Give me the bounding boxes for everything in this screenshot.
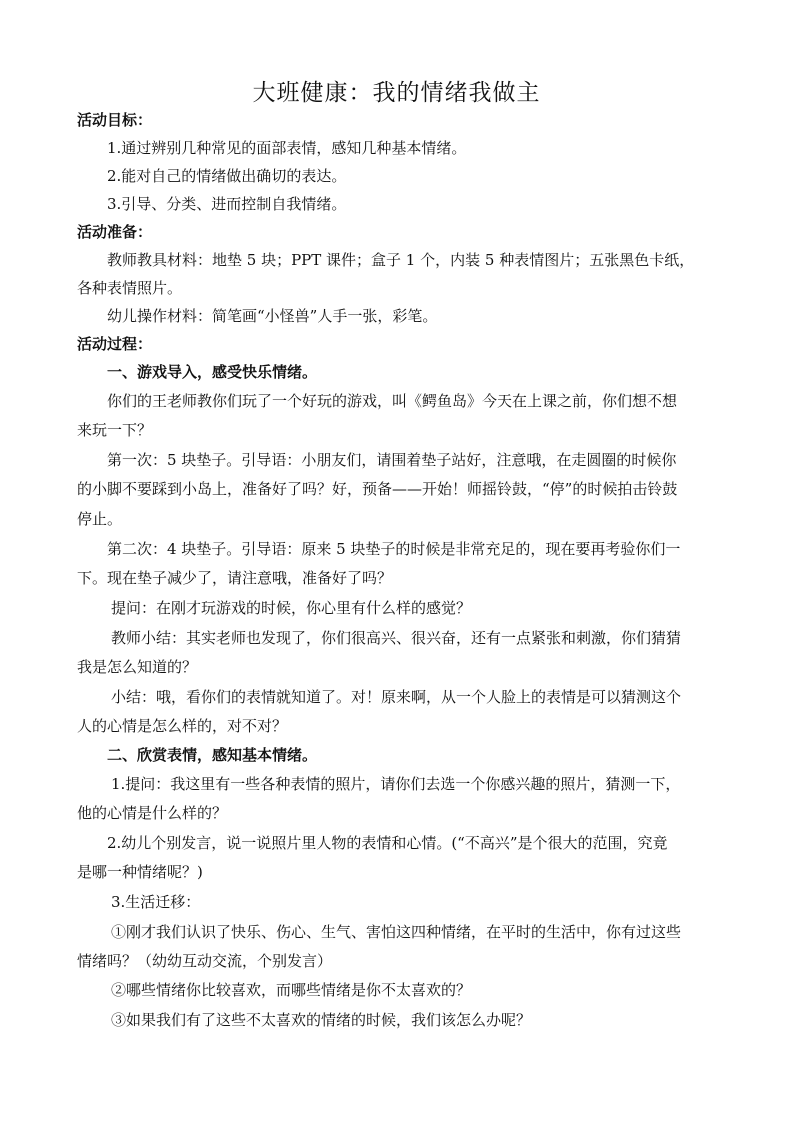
paragraph-line: ①刚才我们认识了快乐、伤心、生气、害怕这四种情绪，在平时的生活中，你有过这些 (111, 923, 682, 941)
paragraph-line: 你们的王老师教你们玩了一个好玩的游戏，叫《鳄鱼岛》今天在上课之前，你们想不想 (107, 392, 678, 410)
paragraph-line: 来玩一下？ (77, 421, 153, 439)
paragraph-line: 下。现在垫子减少了，请注意哦，准备好了吗？ (77, 569, 393, 587)
paragraph-line: 第二次：4 块垫子。引导语：原来 5 块垫子的时候是非常充足的，现在要再考验你们一 (107, 540, 681, 558)
section-1-heading: 一、游戏导入，感受快乐情绪。 (107, 363, 318, 381)
prep-teacher-materials: 教师教具材料：地垫 5 块；PPT 课件；盒子 1 个，内装 5 种表情图片；五张黑色卡纸， (107, 251, 695, 269)
page-title: 大班健康：我的情绪我做主 (252, 80, 541, 106)
paragraph-line: 1.提问：我这里有一些各种表情的照片，请你们去选一个你感兴趣的照片，猜测一下， (111, 775, 681, 793)
goal-item: 2.能对自己的情绪做出确切的表达。 (107, 167, 347, 185)
paragraph-line: 是哪一种情绪呢？) (77, 863, 203, 881)
paragraph-line: 第一次：5 块垫子。引导语：小朋友们，请围着垫子站好，注意哦，在走圆圈的时候你 (107, 451, 677, 469)
paragraph-line: ③如果我们有了这些不太喜欢的情绪的时候，我们该怎么办呢？ (111, 1011, 532, 1029)
paragraph-line: 情绪吗？（幼幼互动交流，个别发言） (77, 952, 333, 970)
paragraph-line: 人的心情是怎么样的，对不对？ (77, 717, 288, 735)
prep-teacher-materials-cont: 各种表情照片。 (77, 279, 183, 297)
prep-child-materials: 幼儿操作材料：简笔画“小怪兽”人手一张，彩笔。 (107, 307, 438, 325)
paragraph-line: 他的心情是什么样的？ (77, 804, 228, 822)
paragraph-line: 小结：哦，看你们的表情就知道了。对！原来啊，从一个人脸上的表情是可以猜测这个 (111, 688, 682, 706)
goal-item: 1.通过辨别几种常见的面部表情，感知几种基本情绪。 (107, 139, 467, 157)
process-heading: 活动过程： (77, 335, 153, 353)
paragraph-line: 我是怎么知道的？ (77, 658, 198, 676)
paragraph-line: 教师小结：其实老师也发现了，你们很高兴、很兴奋，还有一点紧张和刺激，你们猜猜 (111, 629, 682, 647)
paragraph-line: 停止。 (77, 510, 123, 528)
prep-heading: 活动准备： (77, 223, 153, 241)
paragraph-line: ②哪些情绪你比较喜欢，而哪些情绪是你不太喜欢的？ (111, 981, 472, 999)
paragraph-line: 2.幼儿个别发言，说一说照片里人物的表情和心情。(“不高兴”是个很大的范围，究竟 (107, 834, 668, 852)
paragraph-line: 的小脚不要踩到小岛上，准备好了吗？好，预备——开始！师摇铃鼓，“停”的时候拍击铃鼓 (77, 480, 678, 498)
section-2-heading: 二、欣赏表情，感知基本情绪。 (107, 746, 318, 764)
goals-heading: 活动目标： (77, 111, 153, 129)
goal-item: 3.引导、分类、进而控制自我情绪。 (107, 195, 347, 213)
paragraph-line: 3.生活迁移： (111, 893, 201, 911)
paragraph-line: 提问：在刚才玩游戏的时候，你心里有什么样的感觉？ (111, 599, 472, 617)
